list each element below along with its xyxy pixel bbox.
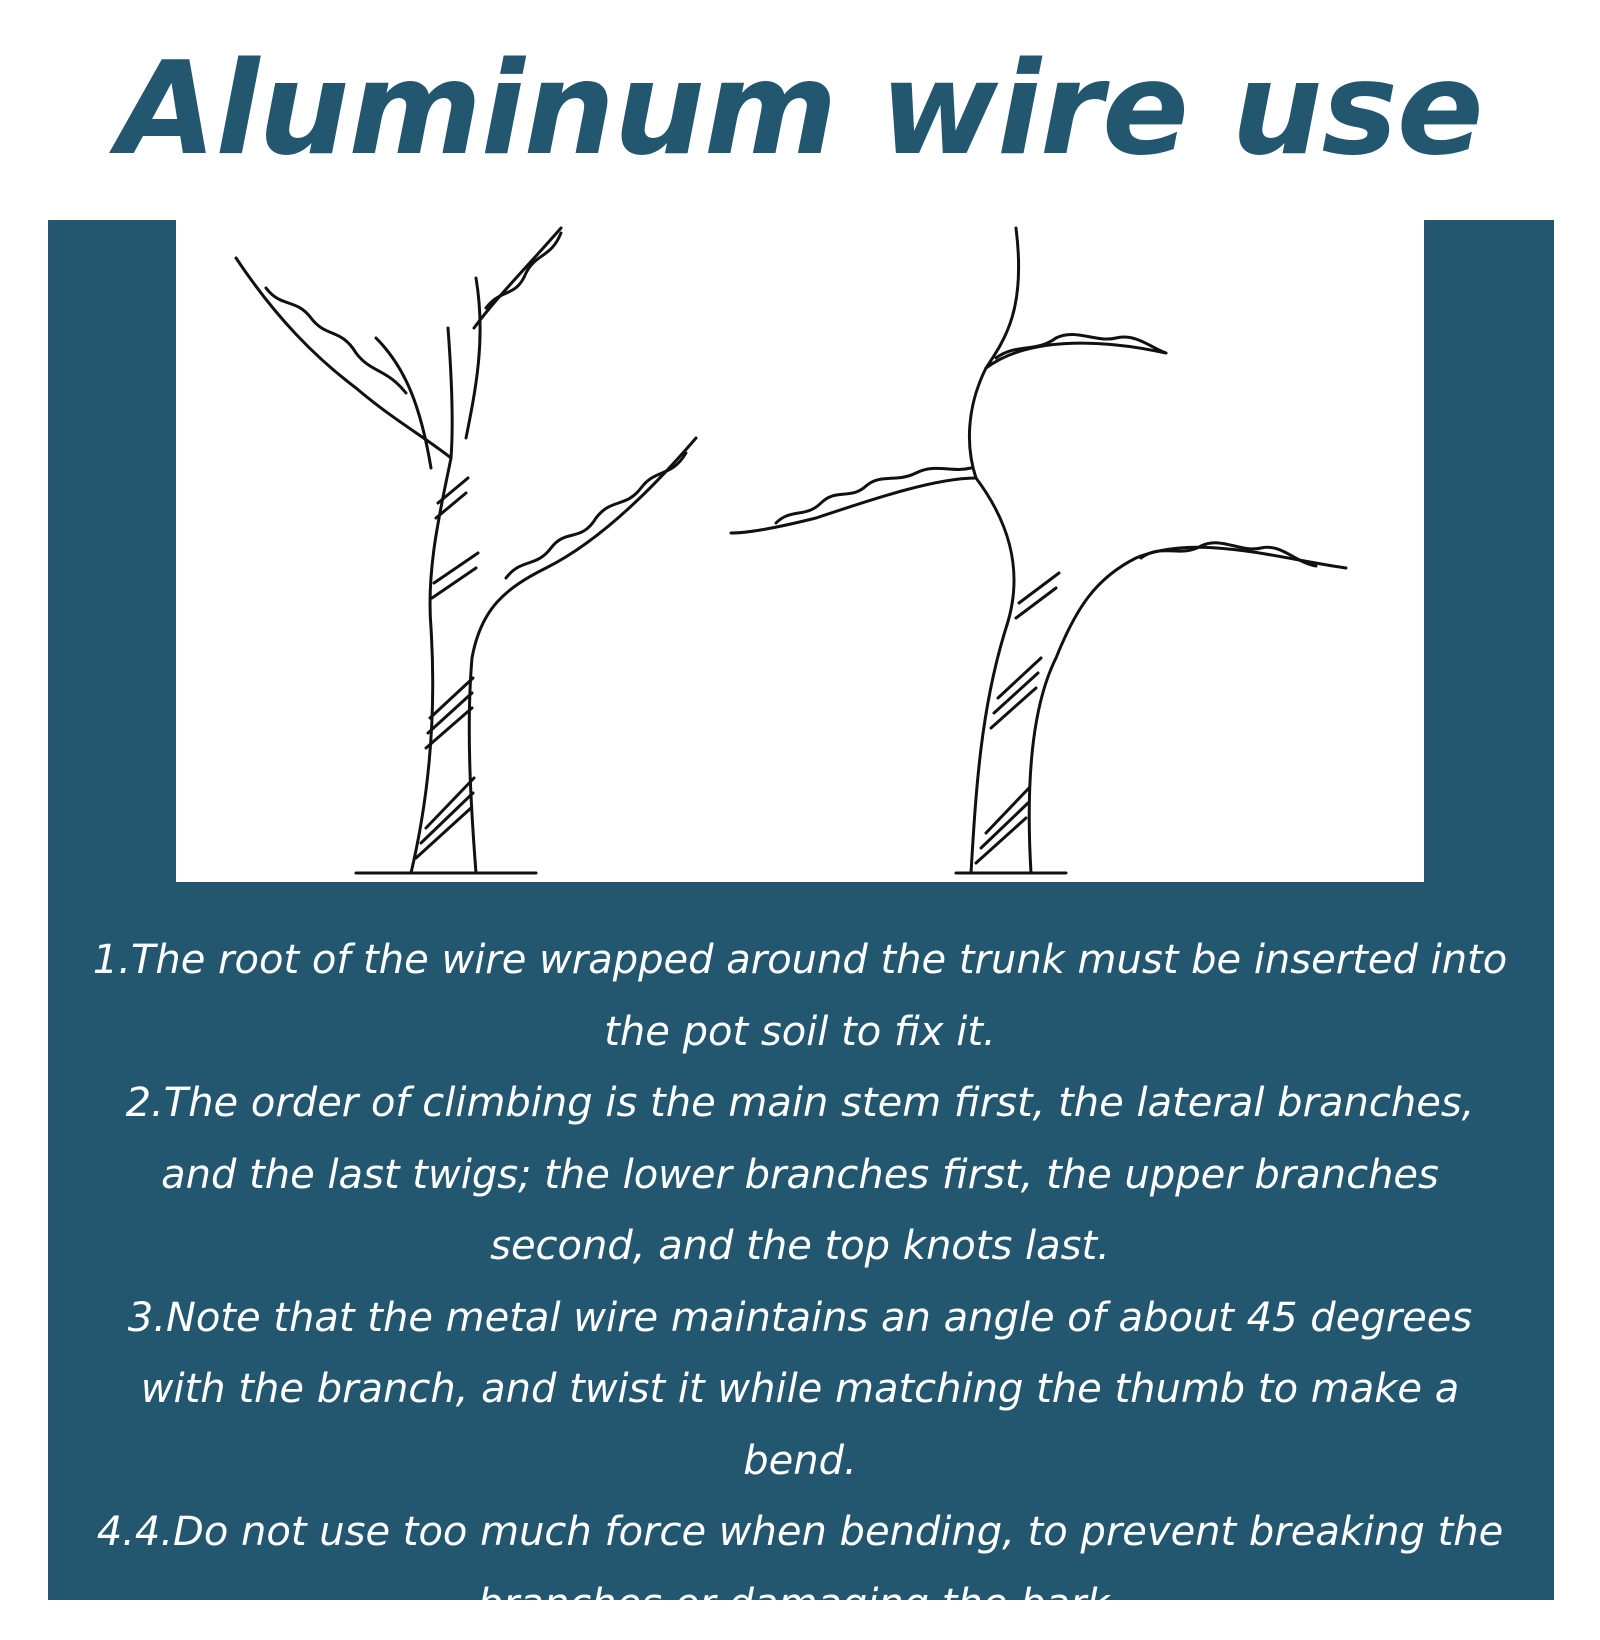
instruction-item-2: 2.The order of climbing is the main stem first, the lateral branches, and the last twigs; the lower branches first, the upper branches second, and the top knots last. [125,1080,1475,1269]
bonsai-wiring-illustration [176,188,1424,882]
instruction-list [90,925,1510,1640]
instruction-item-1: 1.The root of the wire wrapped around the trunk must be inserted into the pot soil to fix it. [92,937,1508,1055]
instruction-item-4: 4.4.Do not use too much force when bending, to prevent breaking the branches or damaging the bark. [96,1509,1504,1627]
page-title: Aluminum wire use [117,35,1483,184]
right-tree-icon [731,228,1346,873]
instruction-item-3: 3.Note that the metal wire maintains an angle of about 45 degrees with the branch, and twist it while matching the thumb to make a bend. [127,1294,1473,1484]
left-tree-icon [236,228,696,873]
